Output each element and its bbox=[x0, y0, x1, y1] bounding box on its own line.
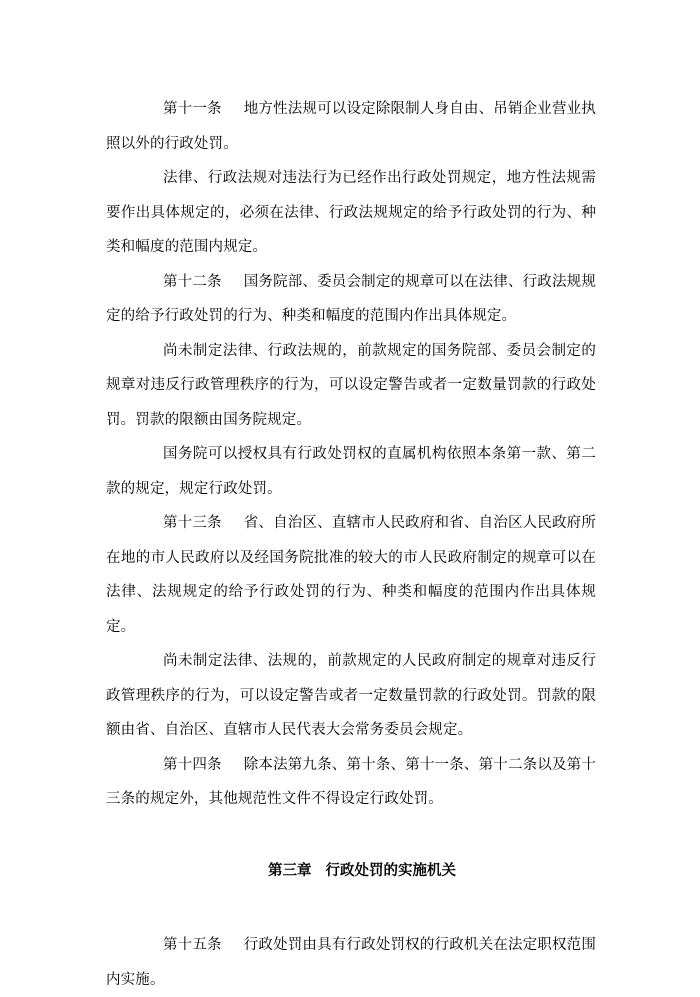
article-text: 行政处罚由具有行政处罚权的行政机关在法定职权范围内实施。 bbox=[106, 937, 596, 988]
chapter-title: 行政处罚的实施机关 bbox=[325, 861, 456, 879]
article-15-paragraph bbox=[106, 928, 596, 997]
article-12-paragraph bbox=[106, 265, 596, 334]
document-body bbox=[106, 92, 596, 997]
paragraph-text: 法律、行政法规对违法行为已经作出行政处罚规定，地方性法规需要作出具体规定的，必须在法律、行政法规规定的给予行政处罚的行为、种类和幅度的范围内规定。 bbox=[106, 170, 596, 255]
article-text: 地方性法规可以设定除限制人身自由、吊销企业营业执照以外的行政处罚。 bbox=[106, 101, 596, 152]
paragraph-text: 尚未制定法律、法规的，前款规定的人民政府制定的规章对违反行政管理秩序的行为，可以设定警告或者一定数量罚款的行政处罚。罚款的限额由省、自治区、直辖市人民代表大会常务委员会规定。 bbox=[106, 653, 596, 738]
article-number: 第十三条 bbox=[163, 515, 222, 531]
article-text: 国务院部、委员会制定的规章可以在法律、行政法规规定的给予行政处罚的行为、种类和幅度的范围内作出具体规定。 bbox=[106, 273, 596, 324]
article-11-paragraph bbox=[106, 92, 596, 161]
article-11-paragraph-2 bbox=[106, 161, 596, 265]
article-text: 除本法第九条、第十条、第十一条、第十二条以及第十三条的规定外，其他规范性文件不得设定行政处罚。 bbox=[106, 756, 596, 807]
article-12-paragraph-2 bbox=[106, 334, 596, 438]
chapter-number: 第三章 bbox=[268, 861, 312, 879]
article-number: 第十四条 bbox=[163, 756, 222, 773]
article-13-paragraph bbox=[106, 506, 596, 644]
article-13-paragraph-2 bbox=[106, 644, 596, 748]
article-number: 第十一条 bbox=[163, 101, 222, 117]
article-number: 第十五条 bbox=[163, 937, 222, 953]
chapter-heading bbox=[106, 854, 596, 889]
article-14-paragraph bbox=[106, 748, 596, 817]
article-12-paragraph-3 bbox=[106, 437, 596, 506]
article-text: 省、自治区、直辖市人民政府和省、自治区人民政府所在地的市人民政府以及经国务院批准的较大的市人民政府制定的规章可以在法律、法规规定的给予行政处罚的行为、种类和幅度的范围内作出具体规定。 bbox=[106, 515, 596, 635]
article-number: 第十二条 bbox=[163, 273, 222, 290]
paragraph-text: 国务院可以授权具有行政处罚权的直属机构依照本条第一款、第二款的规定，规定行政处罚。 bbox=[106, 446, 596, 497]
paragraph-text: 尚未制定法律、行政法规的，前款规定的国务院部、委员会制定的规章对违反行政管理秩序的行为，可以设定警告或者一定数量罚款的行政处罚。罚款的限额由国务院规定。 bbox=[106, 342, 596, 428]
